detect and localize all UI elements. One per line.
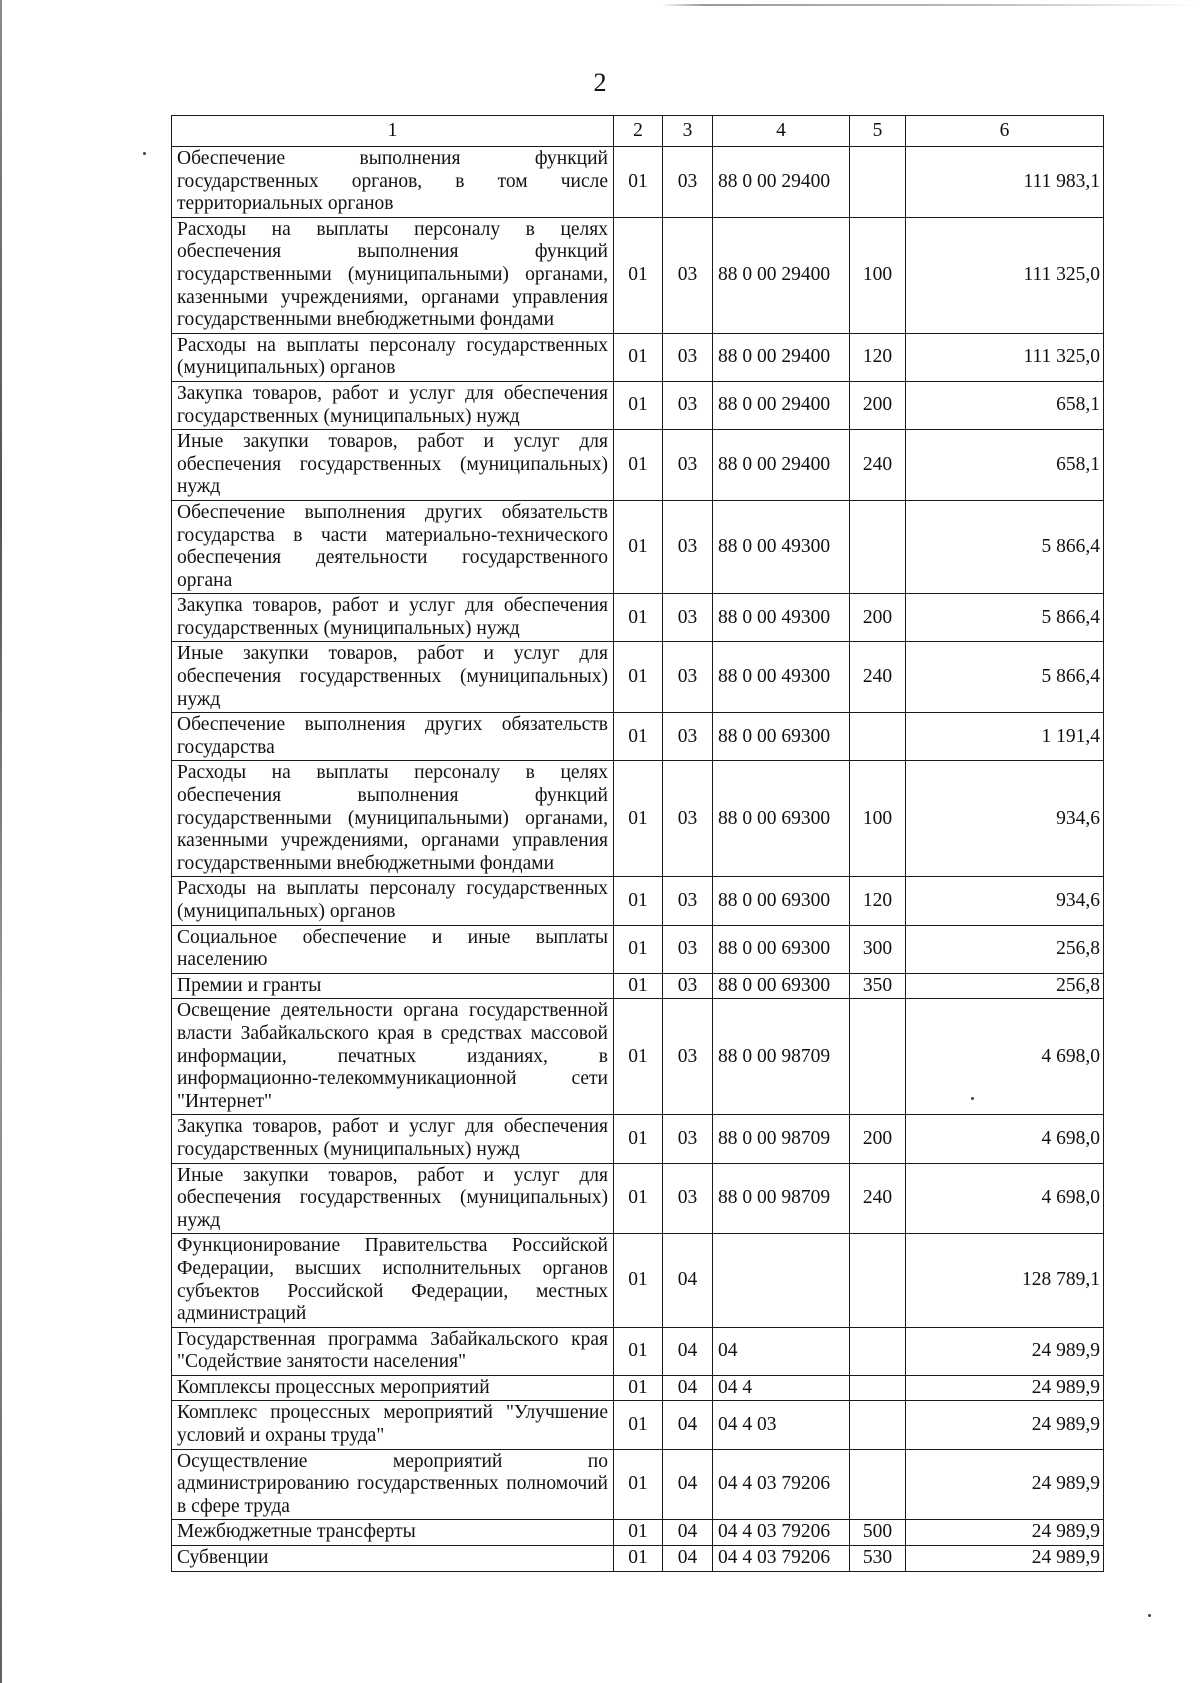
expense-type-cell: 500 (850, 1520, 906, 1546)
amount-cell: 658,1 (906, 381, 1104, 429)
header-col-2: 2 (614, 116, 663, 147)
expense-name-cell: Премии и гранты (172, 973, 614, 999)
expense-name-cell: Расходы на выплаты персоналу в целях обеспечения выполнения функций государственными (муниципальными) органами, казенными учреждениями, органами управления государственными внебюджетными фондами (172, 761, 614, 877)
target-article-cell: 04 4 03 (713, 1401, 850, 1449)
section-code-cell: 01 (614, 761, 663, 877)
table-row (172, 381, 1104, 429)
target-article-cell: 04 4 03 79206 (713, 1546, 850, 1572)
table-row (172, 877, 1104, 925)
amount-cell: 24 989,9 (906, 1449, 1104, 1520)
target-article-cell: 88 0 00 98709 (713, 999, 850, 1115)
table-row (172, 1375, 1104, 1401)
amount-cell: 658,1 (906, 430, 1104, 501)
target-article-cell: 88 0 00 49300 (713, 642, 850, 713)
section-code-cell: 01 (614, 925, 663, 973)
amount-cell: 24 989,9 (906, 1375, 1104, 1401)
scan-speck (1148, 1614, 1151, 1617)
expense-name-cell: Иные закупки товаров, работ и услуг для обеспечения государственных (муниципальных) нужд (172, 1163, 614, 1234)
table-row (172, 973, 1104, 999)
table-row (172, 642, 1104, 713)
section-code-cell: 01 (614, 1546, 663, 1572)
table-row (172, 1115, 1104, 1163)
expense-name-cell: Обеспечение выполнения других обязательств государства (172, 713, 614, 761)
header-col-4: 4 (713, 116, 850, 147)
table-row (172, 147, 1104, 218)
amount-cell: 111 325,0 (906, 333, 1104, 381)
table-row (172, 430, 1104, 501)
target-article-cell: 04 (713, 1327, 850, 1375)
expense-type-cell: 200 (850, 381, 906, 429)
table-body (172, 147, 1104, 1572)
target-article-cell: 88 0 00 49300 (713, 594, 850, 642)
scan-edge-left (0, 0, 2, 1683)
budget-table (171, 115, 1104, 1572)
subsection-code-cell: 03 (663, 1115, 713, 1163)
subsection-code-cell: 03 (663, 761, 713, 877)
header-col-5: 5 (850, 116, 906, 147)
subsection-code-cell: 04 (663, 1546, 713, 1572)
expense-name-cell: Социальное обеспечение и иные выплаты населению (172, 925, 614, 973)
expense-name-cell: Закупка товаров, работ и услуг для обеспечения государственных (муниципальных) нужд (172, 1115, 614, 1163)
amount-cell: 5 866,4 (906, 642, 1104, 713)
expense-name-cell: Субвенции (172, 1546, 614, 1572)
expense-type-cell: 300 (850, 925, 906, 973)
expense-type-cell: 240 (850, 1163, 906, 1234)
expense-type-cell (850, 1234, 906, 1327)
table-header (172, 116, 1104, 147)
table-row (172, 1234, 1104, 1327)
expense-type-cell: 120 (850, 333, 906, 381)
expense-type-cell (850, 999, 906, 1115)
section-code-cell: 01 (614, 1327, 663, 1375)
subsection-code-cell: 03 (663, 594, 713, 642)
target-article-cell: 88 0 00 69300 (713, 761, 850, 877)
subsection-code-cell: 04 (663, 1327, 713, 1375)
table-row (172, 999, 1104, 1115)
subsection-code-cell: 03 (663, 381, 713, 429)
amount-cell: 111 325,0 (906, 217, 1104, 333)
expense-type-cell: 350 (850, 973, 906, 999)
amount-cell: 934,6 (906, 877, 1104, 925)
section-code-cell: 01 (614, 594, 663, 642)
subsection-code-cell: 03 (663, 430, 713, 501)
target-article-cell: 88 0 00 29400 (713, 147, 850, 218)
expense-type-cell: 200 (850, 594, 906, 642)
section-code-cell: 01 (614, 333, 663, 381)
table-row (172, 1546, 1104, 1572)
section-code-cell: 01 (614, 973, 663, 999)
table-row (172, 1327, 1104, 1375)
expense-type-cell: 100 (850, 217, 906, 333)
section-code-cell: 01 (614, 1163, 663, 1234)
expense-name-cell: Расходы на выплаты персоналу государственных (муниципальных) органов (172, 877, 614, 925)
expense-name-cell: Освещение деятельности органа государственной власти Забайкальского края в средствах массовой информации, печатных изданиях, в информационно-телекоммуникационной сети "Интернет" (172, 999, 614, 1115)
subsection-code-cell: 04 (663, 1449, 713, 1520)
table-row (172, 713, 1104, 761)
table-row (172, 1163, 1104, 1234)
amount-cell: 934,6 (906, 761, 1104, 877)
expense-type-cell: 530 (850, 1546, 906, 1572)
subsection-code-cell: 03 (663, 973, 713, 999)
subsection-code-cell: 03 (663, 925, 713, 973)
expense-name-cell: Обеспечение выполнения других обязательств государства в части материально-технического обеспечения деятельности государственного органа (172, 500, 614, 593)
target-article-cell: 88 0 00 69300 (713, 973, 850, 999)
subsection-code-cell: 03 (663, 500, 713, 593)
table-row (172, 217, 1104, 333)
subsection-code-cell: 04 (663, 1520, 713, 1546)
expense-type-cell: 200 (850, 1115, 906, 1163)
subsection-code-cell: 04 (663, 1234, 713, 1327)
amount-cell: 128 789,1 (906, 1234, 1104, 1327)
target-article-cell: 88 0 00 29400 (713, 381, 850, 429)
amount-cell: 111 983,1 (906, 147, 1104, 218)
target-article-cell: 88 0 00 69300 (713, 925, 850, 973)
subsection-code-cell: 03 (663, 217, 713, 333)
expense-type-cell: 120 (850, 877, 906, 925)
expense-name-cell: Обеспечение выполнения функций государственных органов, в том числе территориальных органов (172, 147, 614, 218)
expense-type-cell (850, 1401, 906, 1449)
scan-top-line (660, 4, 1200, 6)
header-col-3: 3 (663, 116, 713, 147)
target-article-cell: 04 4 03 79206 (713, 1520, 850, 1546)
header-col-1: 1 (172, 116, 614, 147)
amount-cell: 4 698,0 (906, 999, 1104, 1115)
expense-name-cell: Расходы на выплаты персоналу государственных (муниципальных) органов (172, 333, 614, 381)
expense-name-cell: Расходы на выплаты персоналу в целях обеспечения выполнения функций государственными (муниципальными) органами, казенными учреждениями, органами управления государственными внебюджетными фондами (172, 217, 614, 333)
expense-name-cell: Иные закупки товаров, работ и услуг для обеспечения государственных (муниципальных) нужд (172, 642, 614, 713)
expense-type-cell (850, 1327, 906, 1375)
target-article-cell: 88 0 00 49300 (713, 500, 850, 593)
amount-cell: 24 989,9 (906, 1546, 1104, 1572)
section-code-cell: 01 (614, 642, 663, 713)
expense-name-cell: Закупка товаров, работ и услуг для обеспечения государственных (муниципальных) нужд (172, 381, 614, 429)
section-code-cell: 01 (614, 1234, 663, 1327)
expense-type-cell (850, 1449, 906, 1520)
section-code-cell: 01 (614, 877, 663, 925)
section-code-cell: 01 (614, 500, 663, 593)
expense-name-cell: Функционирование Правительства Российской Федерации, высших исполнительных органов субъектов Российской Федерации, местных администраций (172, 1234, 614, 1327)
expense-name-cell: Иные закупки товаров, работ и услуг для обеспечения государственных (муниципальных) нужд (172, 430, 614, 501)
amount-cell: 256,8 (906, 973, 1104, 999)
section-code-cell: 01 (614, 430, 663, 501)
table-row (172, 1401, 1104, 1449)
expense-name-cell: Комплекс процессных мероприятий "Улучшение условий и охраны труда" (172, 1401, 614, 1449)
amount-cell: 256,8 (906, 925, 1104, 973)
table-row (172, 594, 1104, 642)
table-row (172, 1449, 1104, 1520)
target-article-cell: 88 0 00 69300 (713, 713, 850, 761)
subsection-code-cell: 03 (663, 877, 713, 925)
section-code-cell: 01 (614, 217, 663, 333)
amount-cell: 24 989,9 (906, 1520, 1104, 1546)
expense-name-cell: Закупка товаров, работ и услуг для обеспечения государственных (муниципальных) нужд (172, 594, 614, 642)
table-row (172, 925, 1104, 973)
subsection-code-cell: 03 (663, 642, 713, 713)
subsection-code-cell: 03 (663, 147, 713, 218)
amount-cell: 4 698,0 (906, 1115, 1104, 1163)
section-code-cell: 01 (614, 147, 663, 218)
header-row (172, 116, 1104, 147)
table-row (172, 333, 1104, 381)
section-code-cell: 01 (614, 1375, 663, 1401)
expense-name-cell: Осуществление мероприятий по администрированию государственных полномочий в сфере труда (172, 1449, 614, 1520)
expense-name-cell: Межбюджетные трансферты (172, 1520, 614, 1546)
subsection-code-cell: 03 (663, 333, 713, 381)
target-article-cell: 04 4 (713, 1375, 850, 1401)
amount-cell: 24 989,9 (906, 1401, 1104, 1449)
expense-type-cell (850, 500, 906, 593)
subsection-code-cell: 03 (663, 999, 713, 1115)
subsection-code-cell: 03 (663, 713, 713, 761)
amount-cell: 24 989,9 (906, 1327, 1104, 1375)
table-row (172, 761, 1104, 877)
section-code-cell: 01 (614, 1401, 663, 1449)
page-number: 2 (593, 68, 607, 97)
amount-cell: 5 866,4 (906, 500, 1104, 593)
expense-type-cell (850, 147, 906, 218)
expense-type-cell (850, 1375, 906, 1401)
expense-type-cell: 240 (850, 430, 906, 501)
expense-name-cell: Государственная программа Забайкальского края "Содействие занятости населения" (172, 1327, 614, 1375)
header-col-6: 6 (906, 116, 1104, 147)
amount-cell: 4 698,0 (906, 1163, 1104, 1234)
expense-type-cell (850, 713, 906, 761)
target-article-cell: 88 0 00 98709 (713, 1115, 850, 1163)
scan-speck (971, 1097, 974, 1100)
target-article-cell: 88 0 00 29400 (713, 217, 850, 333)
subsection-code-cell: 04 (663, 1401, 713, 1449)
target-article-cell: 88 0 00 98709 (713, 1163, 850, 1234)
section-code-cell: 01 (614, 381, 663, 429)
expense-type-cell: 240 (850, 642, 906, 713)
section-code-cell: 01 (614, 1449, 663, 1520)
target-article-cell: 88 0 00 29400 (713, 333, 850, 381)
target-article-cell: 04 4 03 79206 (713, 1449, 850, 1520)
subsection-code-cell: 04 (663, 1375, 713, 1401)
scan-speck (143, 152, 146, 155)
expense-type-cell: 100 (850, 761, 906, 877)
target-article-cell: 88 0 00 29400 (713, 430, 850, 501)
section-code-cell: 01 (614, 999, 663, 1115)
section-code-cell: 01 (614, 1520, 663, 1546)
amount-cell: 5 866,4 (906, 594, 1104, 642)
table-row (172, 500, 1104, 593)
table-row (172, 1520, 1104, 1546)
amount-cell: 1 191,4 (906, 713, 1104, 761)
section-code-cell: 01 (614, 713, 663, 761)
expense-name-cell: Комплексы процессных мероприятий (172, 1375, 614, 1401)
section-code-cell: 01 (614, 1115, 663, 1163)
target-article-cell: 88 0 00 69300 (713, 877, 850, 925)
target-article-cell (713, 1234, 850, 1327)
subsection-code-cell: 03 (663, 1163, 713, 1234)
